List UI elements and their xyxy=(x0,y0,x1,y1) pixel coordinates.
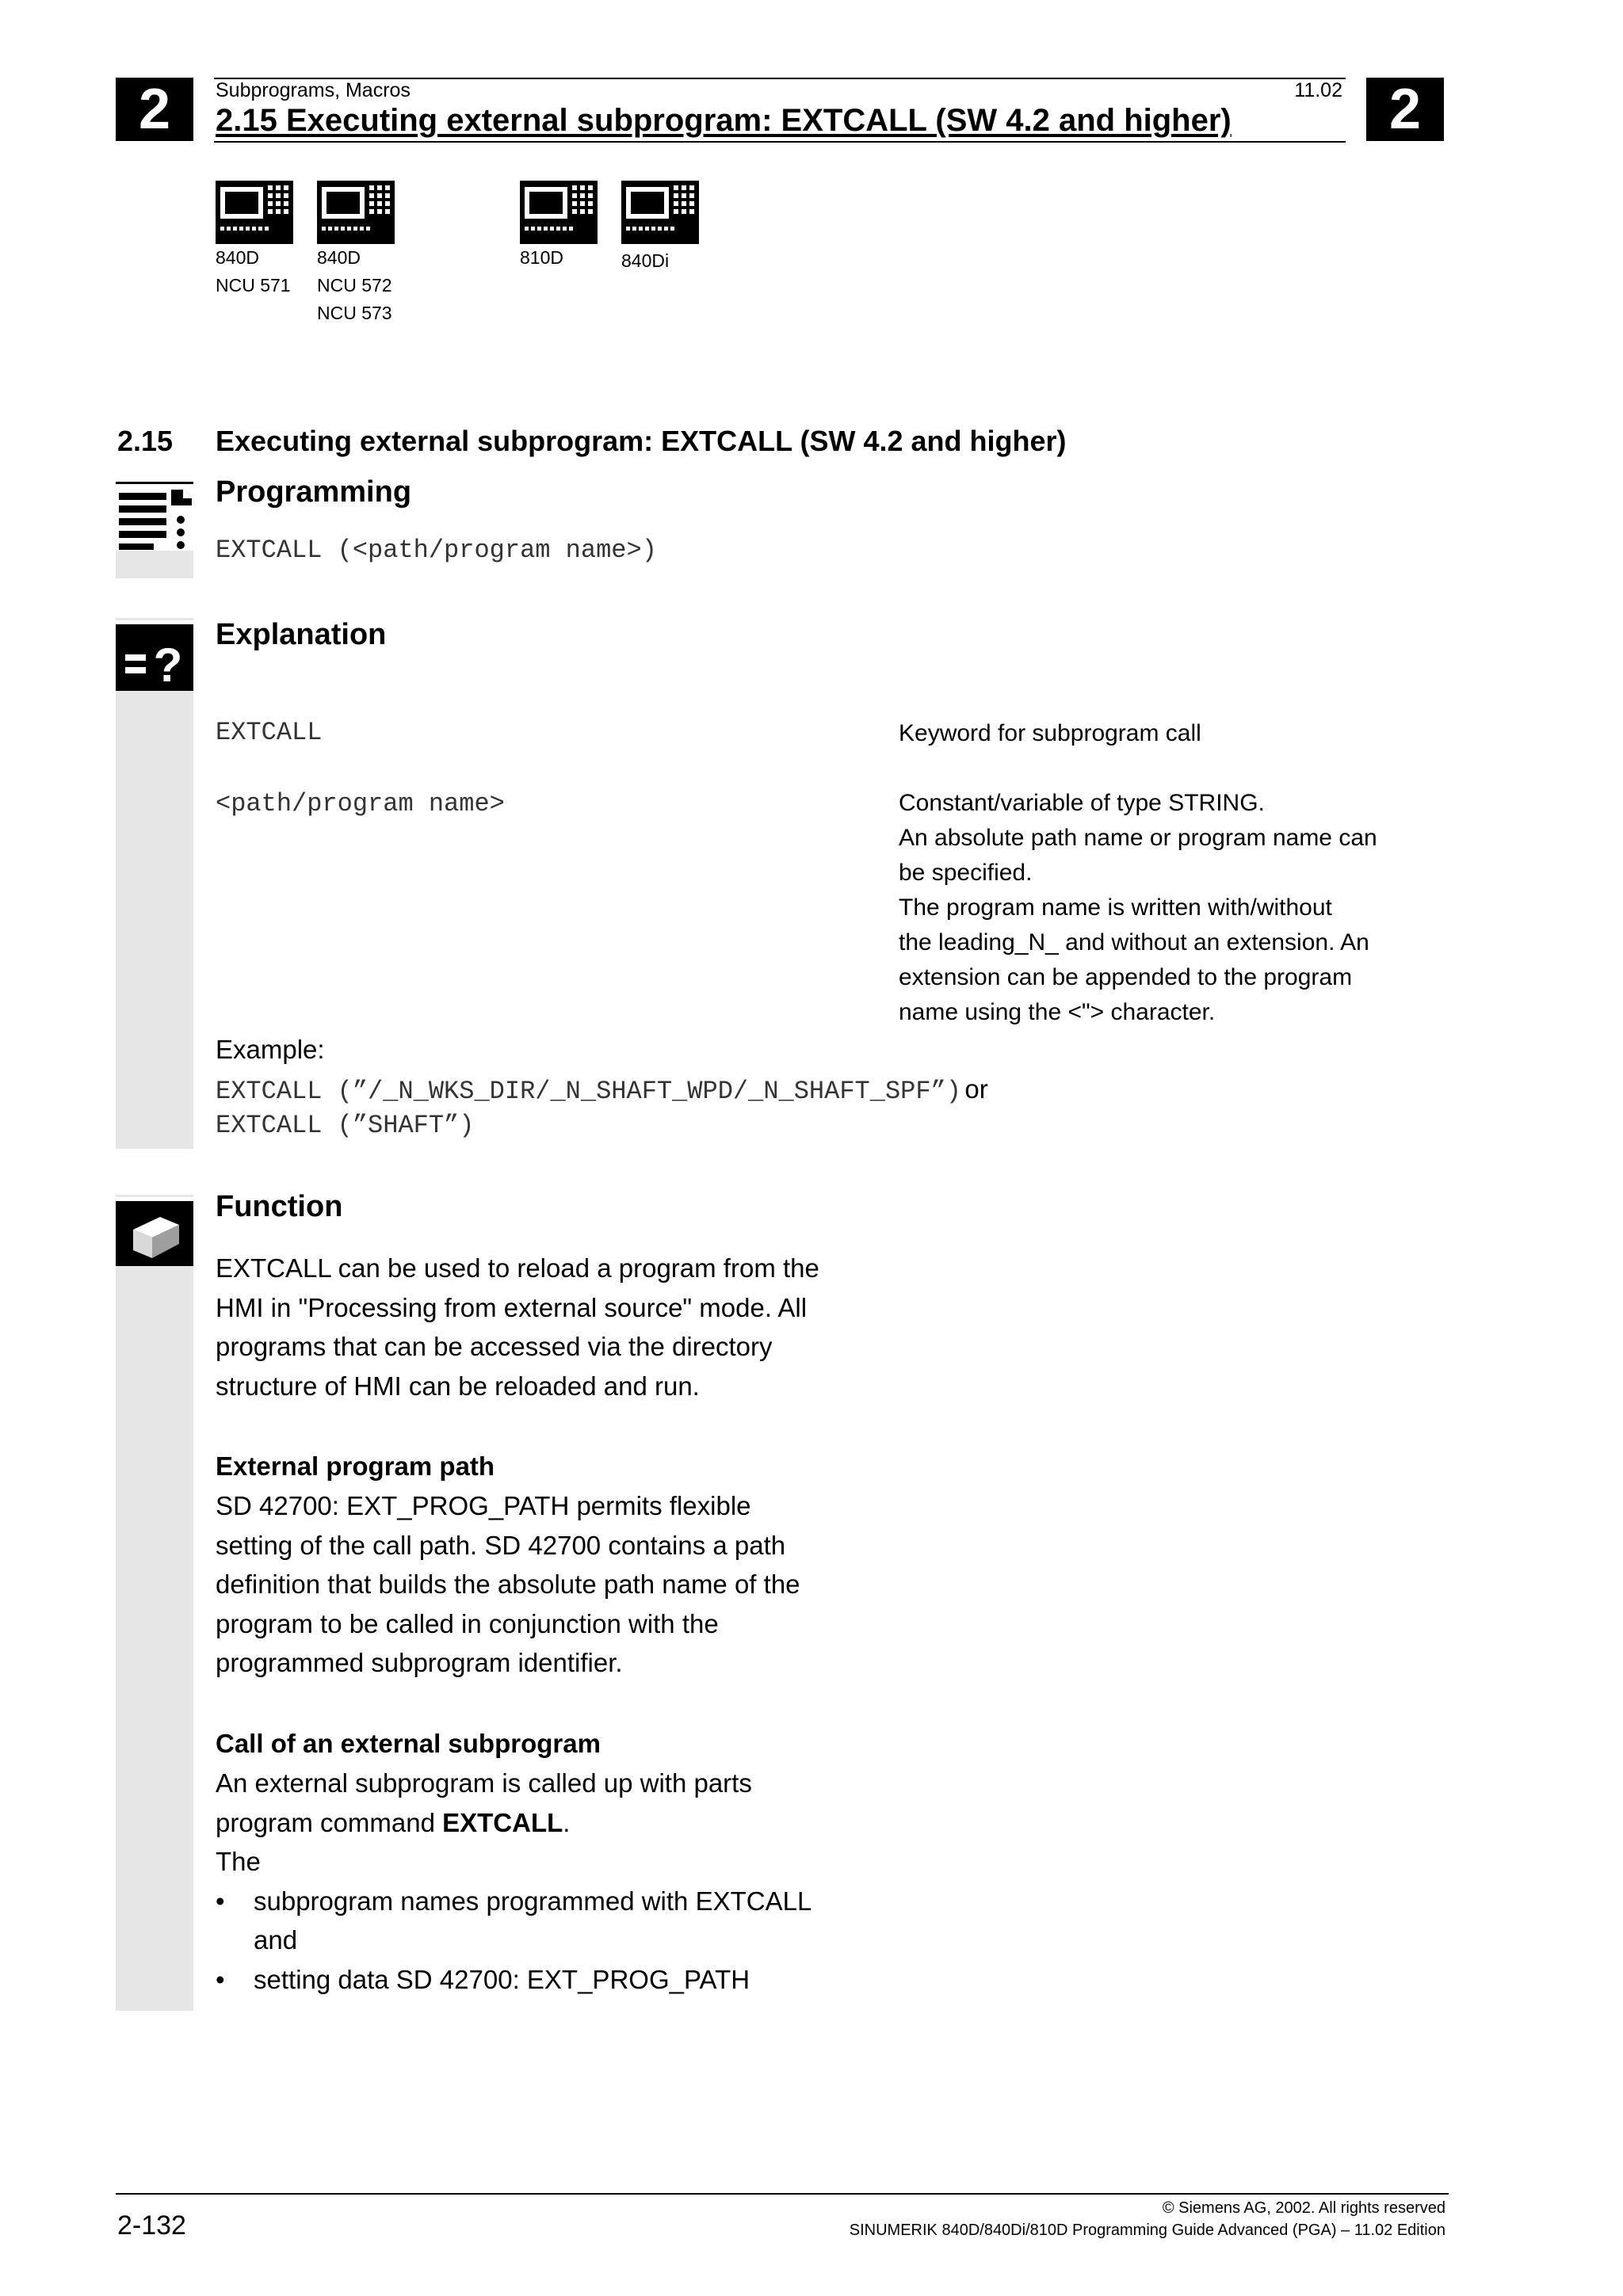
text-line: EXTCALL can be used to reload a program from the xyxy=(216,1253,819,1283)
section-number: 2.15 xyxy=(117,425,174,457)
text-line xyxy=(216,1803,929,1843)
bullet-item xyxy=(216,1882,929,1960)
header-title: 2.15 Executing external subprogram: EXTCALL (SW 4.2 and higher) xyxy=(216,103,1232,138)
text-line: The xyxy=(216,1847,261,1876)
text-line: An external subprogram is called up with parts xyxy=(216,1768,752,1798)
page-number: 2-132 xyxy=(117,2210,186,2241)
function-paragraph-1 xyxy=(216,1249,929,1405)
control-840d-ncu571-icon xyxy=(216,181,293,244)
example-line-1 xyxy=(216,1074,988,1106)
control-label-line: 840D xyxy=(216,247,259,268)
explanation-desc-path xyxy=(899,786,1422,1030)
control-label-840di: 840Di xyxy=(621,250,670,271)
control-810d-icon xyxy=(520,181,598,244)
control-label-840d-ncu572 xyxy=(317,244,392,327)
desc-line: the leading_N_ and without an extension. An xyxy=(899,929,1369,955)
external-program-path-paragraph xyxy=(216,1486,929,1683)
explanation-sidebar xyxy=(116,691,193,1149)
text-line: and xyxy=(254,1925,298,1955)
call-external-subprogram-paragraph xyxy=(216,1764,929,1999)
text-line: • subprogram names programmed with EXTCALL xyxy=(254,1886,812,1916)
desc-line: An absolute path name or program name can xyxy=(899,825,1377,851)
text-line: • setting data SD 42700: EXT_PROG_PATH xyxy=(254,1964,750,1994)
example-label: Example: xyxy=(216,1035,325,1064)
call-external-subprogram-heading: Call of an external subprogram xyxy=(216,1729,601,1758)
example-or: or xyxy=(964,1074,988,1104)
text-line: structure of HMI can be reloaded and run. xyxy=(216,1371,700,1401)
function-cube-icon xyxy=(116,1195,193,1266)
header-section-label: Subprograms, Macros xyxy=(216,79,411,101)
footer-copyright: © Siemens AG, 2002. All rights reserved xyxy=(1162,2199,1445,2217)
programming-icon xyxy=(116,482,193,551)
desc-line: extension can be appended to the program xyxy=(899,964,1353,990)
desc-line: The program name is written with/without xyxy=(899,894,1332,921)
svg-text:?: ? xyxy=(153,639,183,691)
desc-line: name using the <"> character. xyxy=(899,999,1216,1025)
text-line: programmed subprogram identifier. xyxy=(216,1648,623,1677)
extcall-bold: EXTCALL xyxy=(442,1807,563,1837)
control-label-line: NCU 571 xyxy=(216,275,291,296)
header-version: 11.02 xyxy=(1294,79,1342,101)
explanation-term-extcall: EXTCALL xyxy=(216,718,323,747)
footer-edition: SINUMERIK 840D/840Di/810D Programming Guide Advanced (PGA) – 11.02 Edition xyxy=(849,2222,1445,2239)
text-line: definition that builds the absolute path name of the xyxy=(216,1569,800,1599)
control-label-line: NCU 573 xyxy=(317,303,392,323)
text-run: . xyxy=(563,1807,571,1837)
section-title: Executing external subprogram: EXTCALL (SW 4.2 and higher) xyxy=(216,425,1067,457)
example-code-1: EXTCALL (”/_N_WKS_DIR/_N_SHAFT_WPD/_N_SHAFT_SPF”) xyxy=(216,1077,961,1106)
control-label-line: 840D xyxy=(317,247,361,268)
control-840di-icon xyxy=(621,181,699,244)
bullet-item xyxy=(216,1960,929,2000)
programming-sidebar xyxy=(116,551,193,578)
bullet-list xyxy=(216,1882,929,2000)
text-run: program command xyxy=(216,1807,443,1837)
control-label-810d: 810D xyxy=(520,247,563,268)
footer-rule xyxy=(116,2193,1449,2195)
text-line: HMI in "Processing from external source" mode. All xyxy=(216,1292,808,1322)
header-bottom-rule xyxy=(214,141,1346,143)
explanation-desc-extcall: Keyword for subprogram call xyxy=(899,720,1201,746)
chapter-number-left: 2 xyxy=(116,78,193,141)
external-program-path-heading: External program path xyxy=(216,1451,495,1481)
text-line: SD 42700: EXT_PROG_PATH permits flexible xyxy=(216,1491,751,1520)
control-label-840d-ncu571 xyxy=(216,244,291,299)
example-code-2: EXTCALL (”SHAFT”) xyxy=(216,1111,475,1140)
text-line: setting of the call path. SD 42700 contains a path xyxy=(216,1530,786,1560)
explanation-heading: Explanation xyxy=(216,618,387,651)
desc-line: Constant/variable of type STRING. xyxy=(899,790,1265,816)
function-sidebar xyxy=(116,1266,193,2011)
control-840d-ncu572-icon xyxy=(317,181,395,244)
desc-line: be specified. xyxy=(899,860,1033,886)
explanation-term-path: <path/program name> xyxy=(216,789,505,818)
text-line: programs that can be accessed via the directory xyxy=(216,1332,773,1361)
control-label-line: NCU 572 xyxy=(317,275,392,296)
explanation-icon xyxy=(116,618,193,691)
programming-syntax: EXTCALL (<path/program name>) xyxy=(216,536,657,565)
text-line: program to be called in conjunction with the xyxy=(216,1608,719,1638)
function-heading: Function xyxy=(216,1190,343,1223)
programming-heading: Programming xyxy=(216,475,412,509)
chapter-number-right: 2 xyxy=(1366,78,1444,141)
